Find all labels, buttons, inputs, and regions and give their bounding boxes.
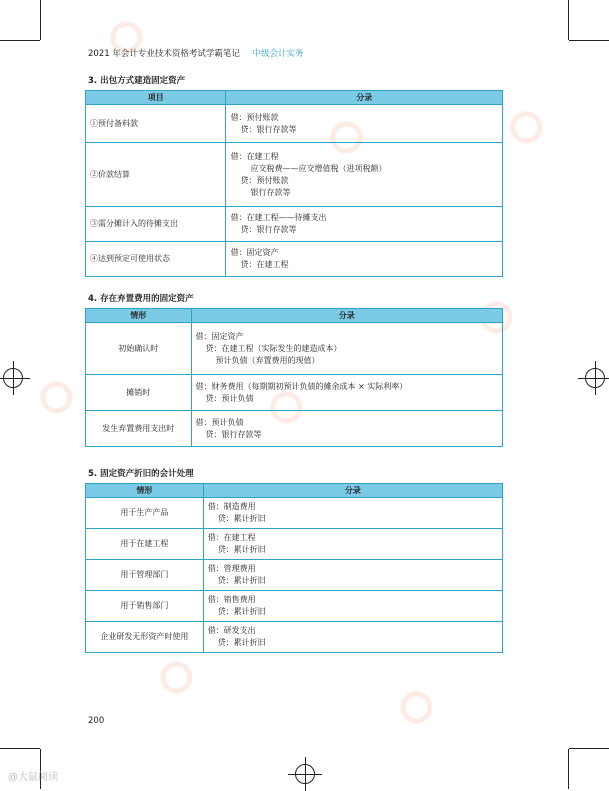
crop-mark <box>568 749 569 789</box>
entry-cell <box>191 411 503 447</box>
entry-cell <box>226 105 503 143</box>
journal-table <box>85 90 503 277</box>
item-cell: 用于销售部门 <box>86 591 204 622</box>
registration-mark-icon <box>295 764 315 784</box>
entry-line: 借：研发支出 <box>207 626 256 635</box>
table-row <box>86 375 503 411</box>
table-row <box>86 591 503 622</box>
table-header-row <box>86 91 503 105</box>
table-row <box>86 622 503 653</box>
entry-line: 贷：累计折旧 <box>217 545 266 554</box>
table-header-row <box>86 484 503 498</box>
entry-line: 贷：预计负债 <box>205 393 254 403</box>
page-number: 200 <box>88 716 105 726</box>
registration-mark-icon <box>3 368 23 388</box>
crop-mark <box>0 748 40 749</box>
column-header: 项目 <box>86 91 226 105</box>
header-subject: 中级会计实务 <box>252 49 304 59</box>
watermark-logo <box>155 653 204 699</box>
registration-mark-icon <box>585 368 605 388</box>
item-cell: ②价款结算 <box>86 143 226 207</box>
entry-line: 借：预付账款 <box>230 112 279 122</box>
entry-line: 贷：预付账款 <box>240 175 289 185</box>
entry-cell <box>226 242 503 277</box>
section-title: 5. 固定资产折旧的会计处理 <box>88 469 194 479</box>
entry-line: 贷：在建工程 <box>240 260 289 269</box>
crop-mark <box>40 0 41 40</box>
column-header: 分录 <box>191 309 503 323</box>
column-header: 分录 <box>203 484 502 498</box>
journal-table <box>85 483 503 653</box>
section-title: 3. 出包方式建造固定资产 <box>88 76 186 86</box>
table-row <box>86 143 503 207</box>
item-cell: ③需分摊计入的待摊支出 <box>86 207 226 242</box>
page-header <box>88 47 304 59</box>
entry-line: 借：在建工程 <box>207 533 256 542</box>
item-cell: ④达到预定可使用状态 <box>86 242 226 277</box>
crop-mark <box>0 40 40 41</box>
item-cell: 用于在建工程 <box>86 529 204 560</box>
item-cell: 企业研发无形资产时使用 <box>86 622 204 653</box>
entry-cell <box>203 591 502 622</box>
entry-line: 借：在建工程——待摊支出 <box>230 213 327 222</box>
entry-line: 银行存款等 <box>250 187 291 197</box>
entry-cell <box>191 323 503 375</box>
item-cell: 初始确认时 <box>86 323 192 375</box>
watermark-logo <box>505 103 554 149</box>
entry-line: 借：管理费用 <box>207 564 256 573</box>
item-cell: 用于管理部门 <box>86 560 204 591</box>
entry-cell <box>191 375 503 411</box>
entry-cell <box>226 143 503 207</box>
table-row <box>86 498 503 529</box>
entry-line: 借：销售费用 <box>207 595 256 604</box>
journal-table <box>85 308 503 447</box>
entry-line: 借：财务费用（每期期初预计负债的摊余成本 × 实际利率） <box>195 381 408 391</box>
column-header: 情形 <box>86 309 192 323</box>
entry-line: 预计负债（弃置费用的现值） <box>215 355 320 365</box>
table-row <box>86 411 503 447</box>
entry-line: 贷：累计折旧 <box>217 638 266 647</box>
item-cell: 发生弃置费用支出时 <box>86 411 192 447</box>
entry-line: 借：制造费用 <box>207 502 256 511</box>
table-row <box>86 560 503 591</box>
table-header-row <box>86 309 503 323</box>
entry-cell <box>203 622 502 653</box>
table-row <box>86 323 503 375</box>
entry-line: 借：预计负债 <box>195 417 244 427</box>
watermark-logo <box>35 373 84 419</box>
crop-mark <box>569 748 609 749</box>
table-row <box>86 207 503 242</box>
section-title: 4. 存在弃置费用的固定资产 <box>88 294 194 304</box>
entry-line: 贷：银行存款等 <box>240 225 297 234</box>
entry-cell <box>203 498 502 529</box>
entry-cell <box>203 529 502 560</box>
source-watermark: @大鼠阅读 <box>8 772 58 783</box>
entry-line: 贷：在建工程（实际发生的建造成本） <box>205 343 342 353</box>
column-header: 分录 <box>226 91 503 105</box>
entry-line: 借：固定资产 <box>195 331 244 341</box>
column-header: 情形 <box>86 484 204 498</box>
entry-line: 贷：累计折旧 <box>217 607 266 616</box>
entry-cell <box>226 207 503 242</box>
header-title: 2021 年会计专业技术资格考试学霸笔记 <box>88 49 240 59</box>
table-row <box>86 242 503 277</box>
entry-line: 贷：银行存款等 <box>240 124 297 134</box>
item-cell: 用于生产产品 <box>86 498 204 529</box>
crop-mark <box>568 0 569 40</box>
crop-mark <box>569 40 609 41</box>
table-row <box>86 105 503 143</box>
table-row <box>86 529 503 560</box>
entry-line: 借：在建工程 <box>230 151 279 161</box>
entry-cell <box>203 560 502 591</box>
entry-line: 贷：累计折旧 <box>217 514 266 523</box>
entry-line: 借：固定资产 <box>230 248 279 257</box>
item-cell: ①预付备料款 <box>86 105 226 143</box>
entry-line: 贷：累计折旧 <box>217 576 266 585</box>
entry-line: 应交税费——应交增值税（进项税额） <box>250 163 387 173</box>
item-cell: 摊销时 <box>86 375 192 411</box>
watermark-logo <box>395 683 444 729</box>
entry-line: 贷：银行存款等 <box>205 429 262 439</box>
